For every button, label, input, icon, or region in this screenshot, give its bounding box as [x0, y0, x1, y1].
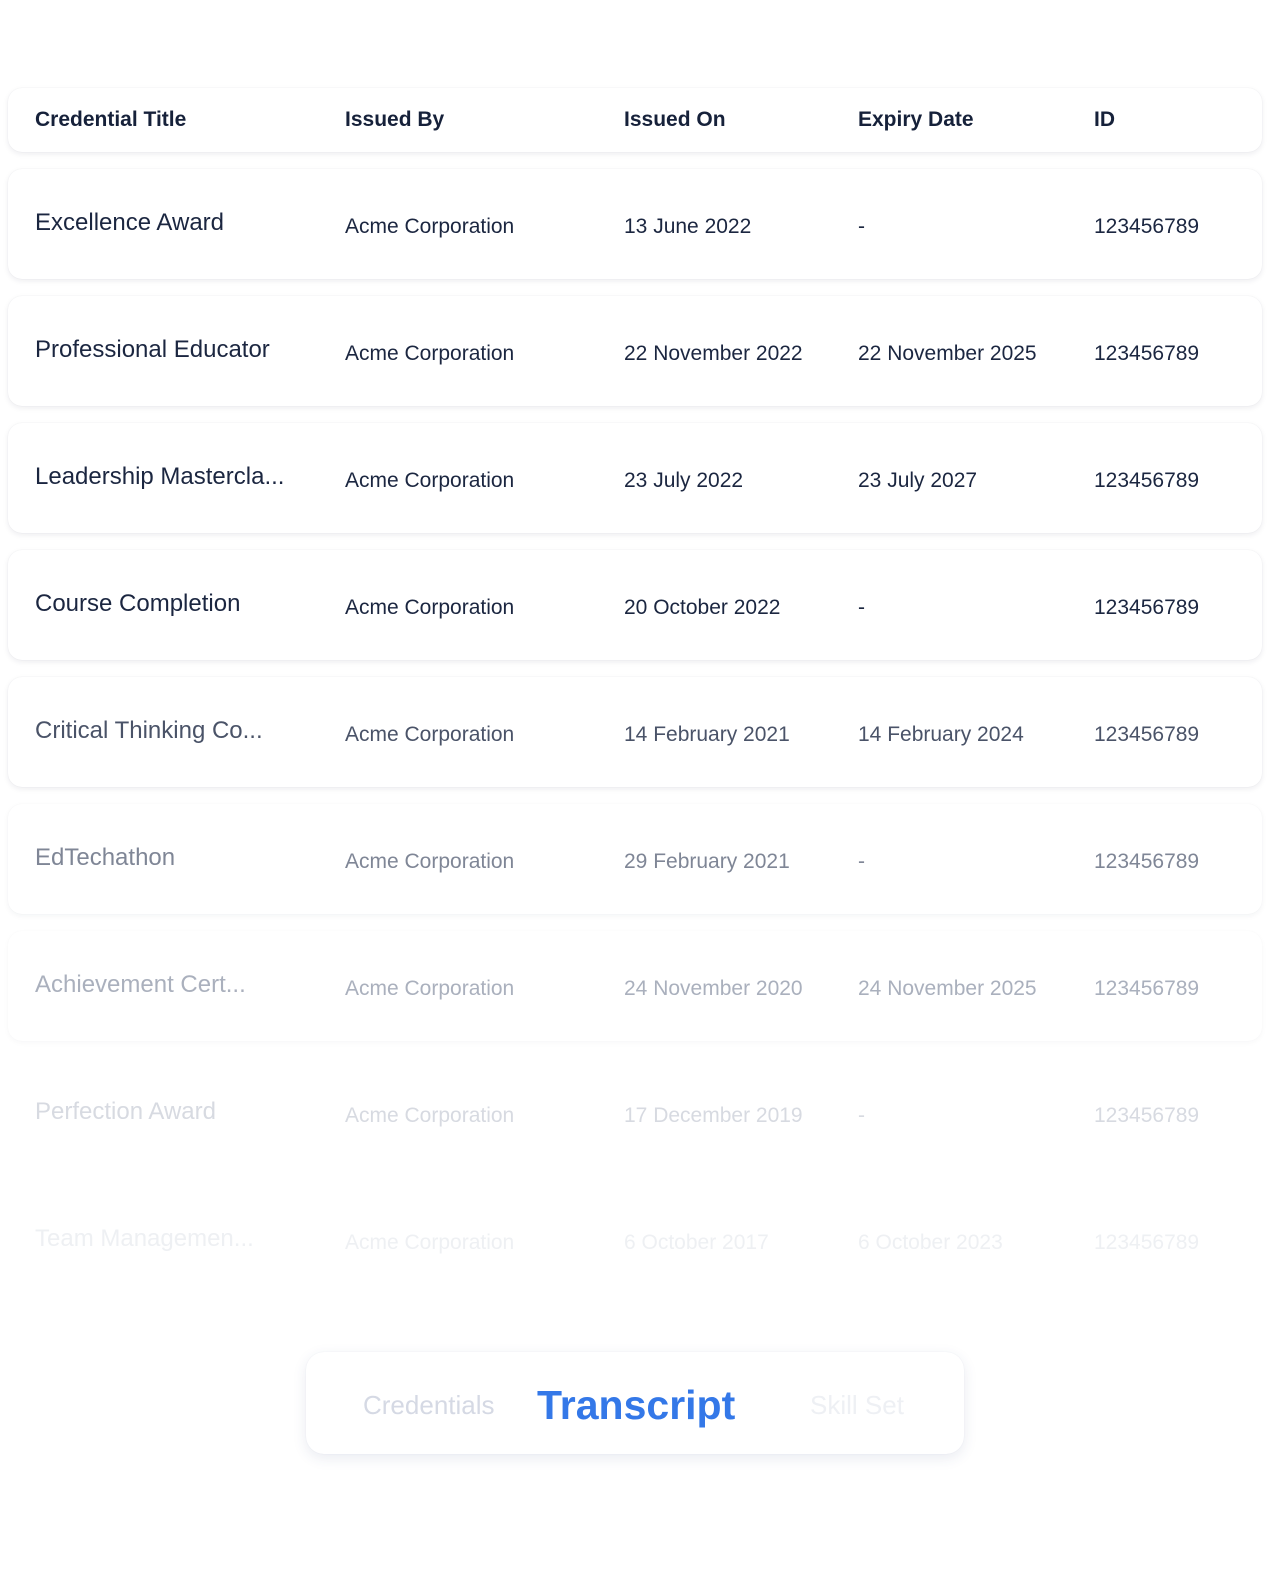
tab-bar	[306, 1352, 964, 1454]
issued-on: 14 February 2021	[624, 723, 790, 746]
credential-title: Critical Thinking Co...	[35, 717, 263, 744]
expiry-date: -	[858, 850, 865, 873]
issued-on: 29 February 2021	[624, 850, 790, 873]
header-id[interactable]: ID	[1094, 108, 1115, 131]
credential-title: EdTechathon	[35, 844, 176, 871]
table-row[interactable]	[8, 804, 1262, 914]
header-expiry-date[interactable]: Expiry Date	[858, 108, 974, 131]
table-row[interactable]	[8, 296, 1262, 406]
expiry-date: 23 July 2027	[858, 469, 978, 492]
issued-on: 17 December 2019	[624, 1104, 803, 1127]
issued-on: 22 November 2022	[624, 342, 803, 365]
credential-title: Perfection Award	[35, 1098, 216, 1125]
issued-by: Acme Corporation	[345, 850, 515, 873]
tab-skill-set[interactable]: Skill Set	[810, 1390, 904, 1420]
header-issued-by[interactable]: Issued By	[345, 108, 445, 131]
credential-id: 123456789	[1094, 1231, 1200, 1254]
credential-title: Team Managemen...	[35, 1225, 254, 1252]
credential-id: 123456789	[1094, 215, 1200, 238]
credential-id: 123456789	[1094, 342, 1200, 365]
table-header	[8, 88, 1262, 152]
tab-transcript[interactable]: Transcript	[537, 1382, 736, 1428]
credential-id: 123456789	[1094, 1104, 1200, 1127]
expiry-date: -	[858, 1104, 865, 1127]
credential-title: Course Completion	[35, 590, 241, 617]
issued-by: Acme Corporation	[345, 1104, 515, 1127]
issued-by: Acme Corporation	[345, 215, 515, 238]
issued-by: Acme Corporation	[345, 469, 515, 492]
table-row[interactable]	[8, 1185, 1262, 1295]
credential-title: Excellence Award	[35, 209, 224, 236]
credential-id: 123456789	[1094, 977, 1200, 1000]
expiry-date: 6 October 2023	[858, 1231, 1003, 1254]
table-row[interactable]	[8, 550, 1262, 660]
expiry-date: -	[858, 596, 865, 619]
issued-on: 13 June 2022	[624, 215, 752, 238]
credentials-table	[8, 88, 1262, 1312]
table-row[interactable]	[8, 423, 1262, 533]
credential-title: Achievement Cert...	[35, 971, 246, 998]
header-issued-on[interactable]: Issued On	[624, 108, 726, 131]
credential-id: 123456789	[1094, 850, 1200, 873]
table-row[interactable]	[8, 1058, 1262, 1168]
table-row[interactable]	[8, 931, 1262, 1041]
table-row[interactable]	[8, 169, 1262, 279]
table-row[interactable]	[8, 677, 1262, 787]
credential-id: 123456789	[1094, 723, 1200, 746]
header-credential-title[interactable]: Credential Title	[35, 108, 187, 131]
issued-by: Acme Corporation	[345, 977, 515, 1000]
issued-on: 23 July 2022	[624, 469, 744, 492]
issued-by: Acme Corporation	[345, 342, 515, 365]
issued-on: 6 October 2017	[624, 1231, 769, 1254]
expiry-date: -	[858, 215, 865, 238]
issued-by: Acme Corporation	[345, 1231, 515, 1254]
credential-title: Leadership Mastercla...	[35, 463, 285, 490]
credential-id: 123456789	[1094, 596, 1200, 619]
expiry-date: 22 November 2025	[858, 342, 1037, 365]
issued-by: Acme Corporation	[345, 723, 515, 746]
issued-on: 24 November 2020	[624, 977, 803, 1000]
credential-id: 123456789	[1094, 469, 1200, 492]
expiry-date: 14 February 2024	[858, 723, 1024, 746]
issued-by: Acme Corporation	[345, 596, 515, 619]
expiry-date: 24 November 2025	[858, 977, 1037, 1000]
tab-credentials[interactable]: Credentials	[363, 1390, 495, 1420]
credential-title: Professional Educator	[35, 336, 270, 363]
issued-on: 20 October 2022	[624, 596, 781, 619]
